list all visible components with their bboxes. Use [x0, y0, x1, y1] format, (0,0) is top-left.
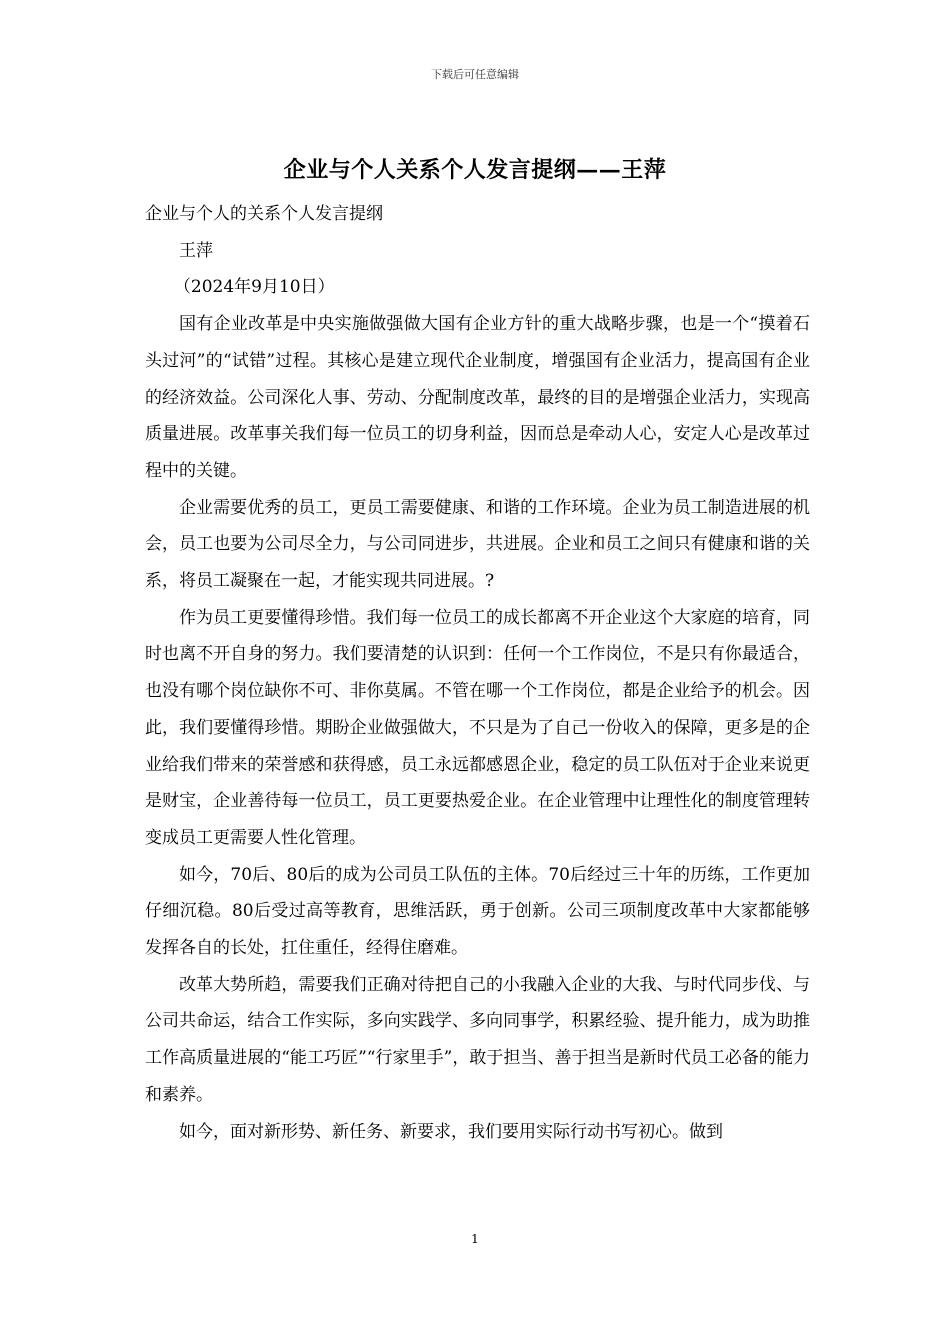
paragraph: 如今，70后、80后的成为公司员工队伍的主体。70后经过三十年的历练，工作更加仔细沉稳。80后受过高等教育，思维活跃，勇于创新。公司三项制度改革中大家都能够发挥各自的长处，扛住重任，经得住磨难。: [145, 864, 810, 959]
document-subtitle: 企业与个人的关系个人发言提纲: [145, 204, 383, 224]
paragraph: 改革大势所趋，需要我们正确对待把自己的小我融入企业的大我、与时代同步伐、与公司共命运，结合工作实际，多向实践学、多向同事学，积累经验、提升能力，成为助推工作高质量进展的“能工巧匠”“行家里手”，敢于担当、善于担当是新时代员工必备的能力和素养。: [145, 974, 810, 1105]
page-number: 1: [471, 1232, 479, 1246]
paragraph: 如今，面对新形势、新任务、新要求，我们要用实际行动书写初心。做到: [179, 1121, 723, 1142]
header-note: 下载后可任意编辑: [431, 68, 519, 81]
paragraph: 企业需要优秀的员工，更员工需要健康、和谐的工作环境。企业为员工制造进展的机会，员工也要为公司尽全力，与公司同进步，共进展。企业和员工之间只有健康和谐的关系，将员工凝聚在一起，才能实现共同进展。?: [145, 497, 810, 592]
paragraph: 国有企业改革是中央实施做强做大国有企业方针的重大战略步骤，也是一个“摸着石头过河”的“试错”过程。其核心是建立现代企业制度，增强国有企业活力，提高国有企业的经济效益。公司深化人事、劳动、分配制度改革，最终的目的是增强企业活力，实现高质量进展。改革事关我们每一位员工的切身利益，因而总是牵动人心，安定人心是改革过程中的关键。: [145, 314, 810, 481]
paragraph: 作为员工更要懂得珍惜。我们每一位员工的成长都离不开企业这个大家庭的培育，同时也离不开自身的努力。我们要清楚的认识到：任何一个工作岗位，不是只有你最适合，也没有哪个岗位缺你不可、非你莫属。不管在哪一个工作岗位，都是企业给予的机会。因此，我们要懂得珍惜。期盼企业做强做大，不只是为了自己一份收入的保障，更多是的企业给我们带来的荣誉感和获得感，员工永远都感恩企业，稳定的员工队伍对于企业来说更是财宝，企业善待每一位员工，员工更要热爱企业。在企业管理中让理性化的制度管理转变成员工更需要人性化管理。: [145, 607, 810, 848]
document-author: 王萍: [179, 240, 213, 261]
document-date: （2024年9月10日）: [173, 277, 335, 298]
document-body: [145, 196, 810, 1150]
document-title: 企业与个人关系个人发言提纲——王萍: [283, 157, 667, 183]
